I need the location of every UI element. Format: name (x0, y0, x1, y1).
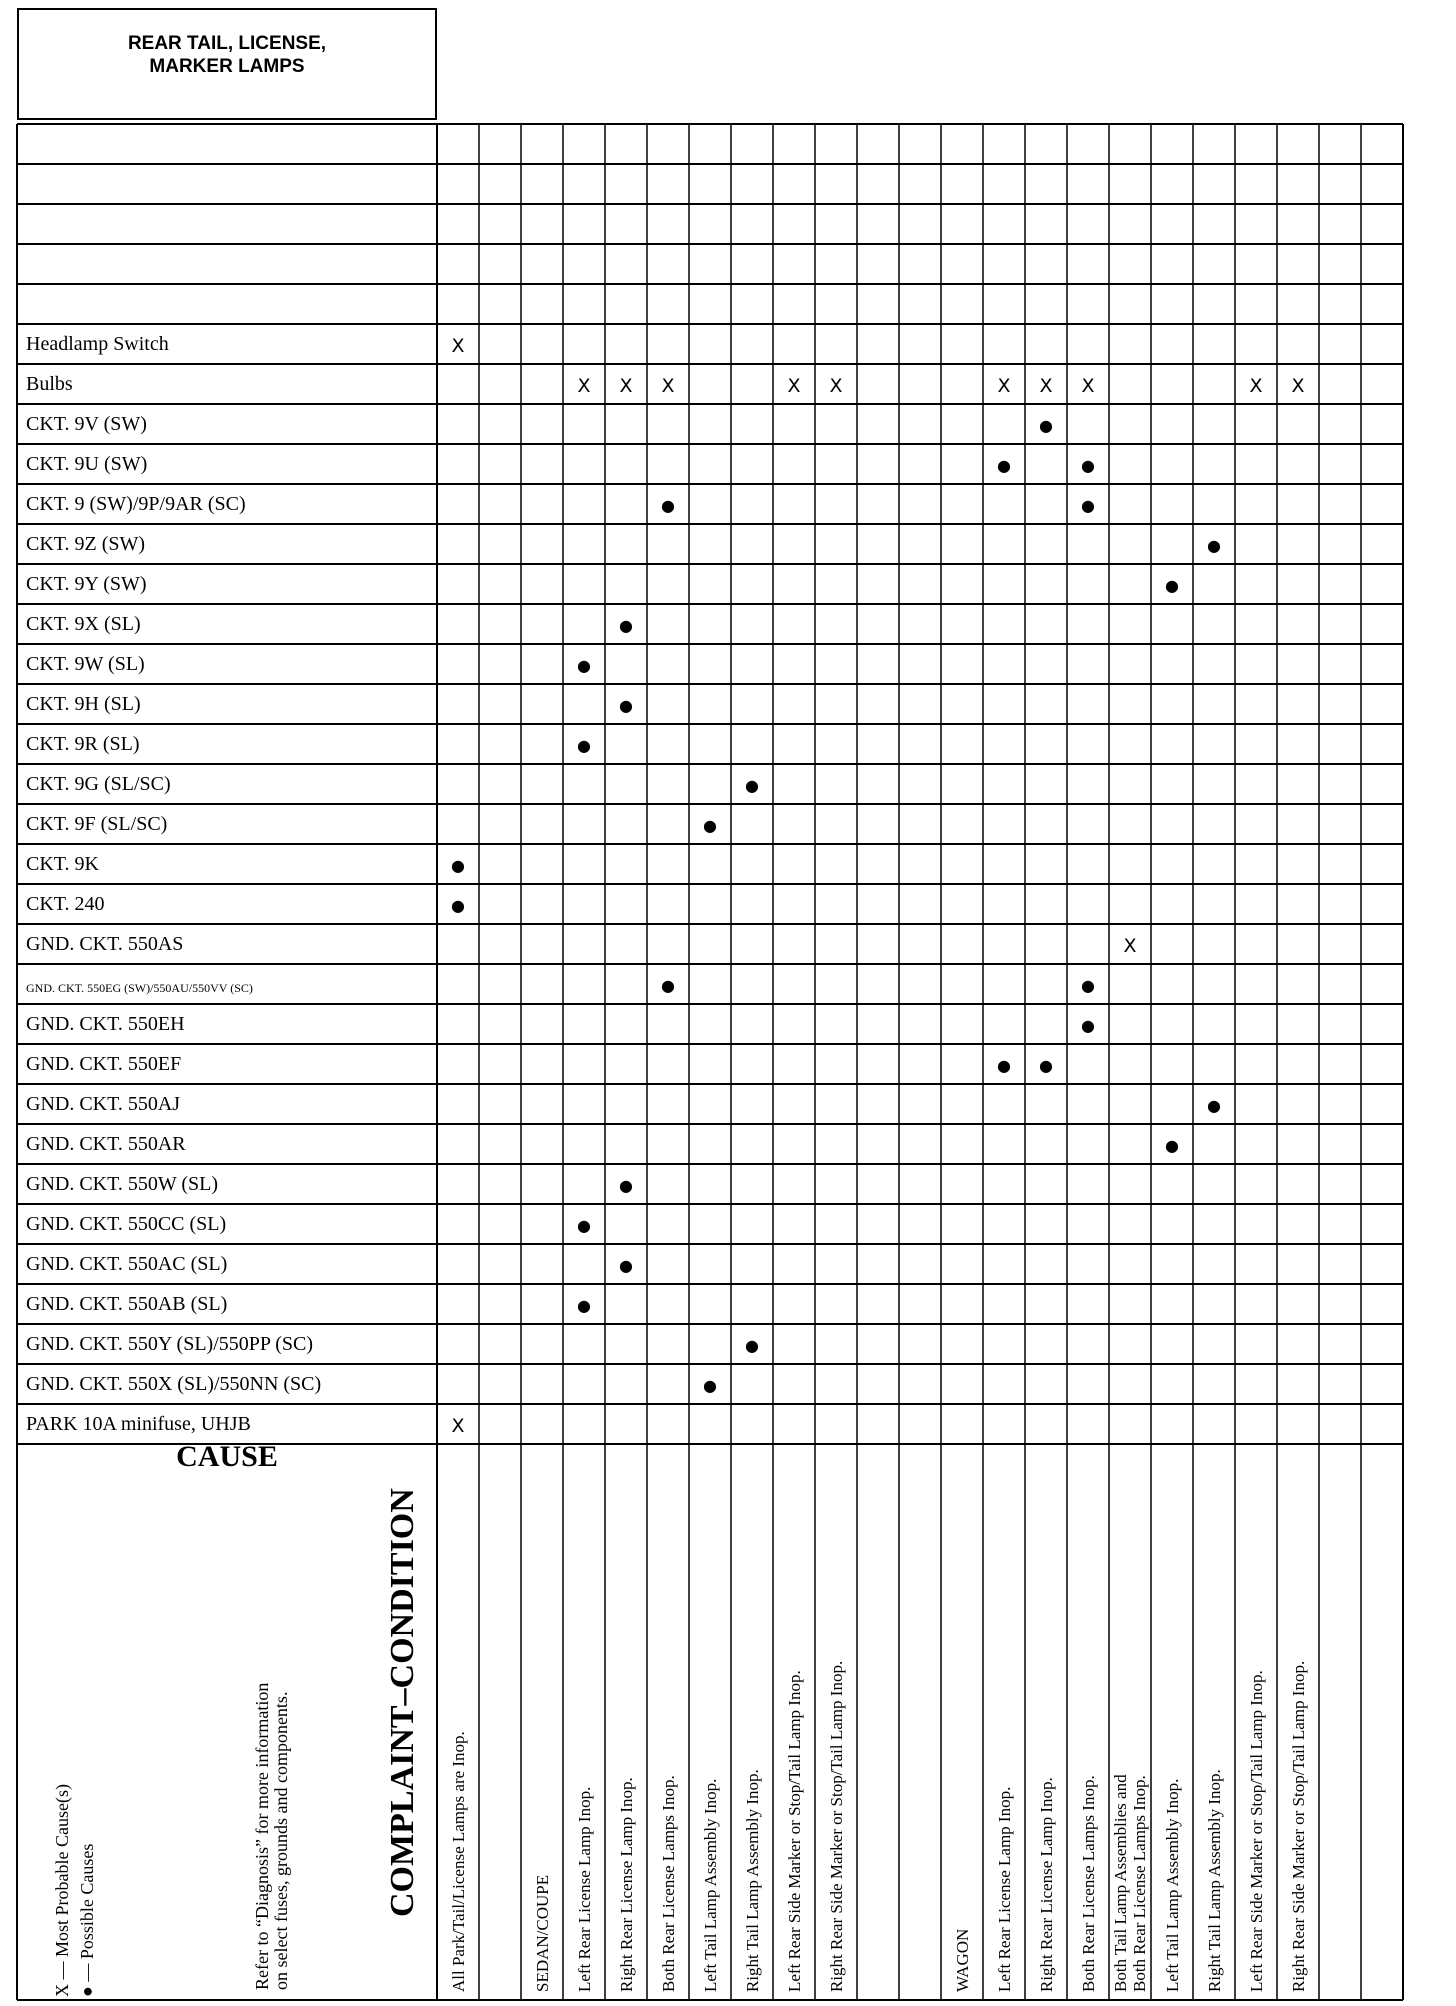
possible-cause-mark: ● (1207, 536, 1221, 555)
most-probable-cause-mark: X (661, 375, 675, 397)
most-probable-cause-mark: X (1081, 375, 1095, 397)
cause-row-label: Headlamp Switch (26, 333, 169, 355)
possible-cause-mark: ● (1081, 1016, 1095, 1035)
possible-cause-mark: ● (661, 496, 675, 515)
complaint-column-label: Both Rear License Lamps Inop. (1078, 1775, 1098, 1992)
cause-row-label: GND. CKT. 550AJ (26, 1093, 181, 1115)
possible-cause-mark: ● (619, 1256, 633, 1275)
complaint-column-label: Left Rear License Lamp Inop. (574, 1786, 594, 1992)
complaint-column-label: Left Rear Side Marker or Stop/Tail Lamp Inop. (1246, 1670, 1266, 1992)
possible-cause-mark: ● (1165, 1136, 1179, 1155)
cause-row-label: CKT. 9U (SW) (26, 453, 148, 475)
most-probable-cause-mark: X (451, 1415, 465, 1437)
cause-row-label: CKT. 9 (SW)/9P/9AR (SC) (26, 493, 246, 515)
most-probable-cause-mark: X (997, 375, 1011, 397)
complaint-column-label: Right Rear Side Marker or Stop/Tail Lamp Inop. (826, 1660, 846, 1992)
possible-cause-mark: ● (745, 776, 759, 795)
cause-row-label: CKT. 9W (SL) (26, 653, 145, 675)
complaint-column-label: Right Rear License Lamp Inop. (1036, 1777, 1056, 1992)
cause-row-label: GND. CKT. 550EH (26, 1013, 185, 1035)
possible-cause-mark: ● (1039, 1056, 1053, 1075)
possible-cause-mark: ● (619, 1176, 633, 1195)
complaint-column-label: WAGON (952, 1928, 972, 1992)
cause-row-label: PARK 10A minifuse, UHJB (26, 1413, 251, 1435)
possible-cause-mark: ● (703, 1376, 717, 1395)
cause-row-label: CKT. 9H (SL) (26, 693, 141, 715)
legend-possible: ● — Possible Causes (77, 1843, 97, 1997)
most-probable-cause-mark: X (451, 335, 465, 357)
complaint-column-label: Right Rear Side Marker or Stop/Tail Lamp Inop. (1288, 1660, 1308, 1992)
complaint-column-label: Left Tail Lamp Assembly Inop. (700, 1778, 720, 1992)
diagnosis-note: Refer to “Diagnosis” for more information on select fuses, grounds and components. (252, 1682, 291, 1990)
most-probable-cause-mark: X (1291, 375, 1305, 397)
cause-row-label: CKT. 240 (26, 893, 105, 915)
possible-cause-mark: ● (1081, 456, 1095, 475)
possible-cause-mark: ● (619, 696, 633, 715)
complaint-column-label: Both Tail Lamp Assemblies and Both Rear License Lamps Inop. (1111, 1774, 1149, 1992)
cause-row-label: GND. CKT. 550AS (26, 933, 184, 955)
cause-row-label: GND. CKT. 550AC (SL) (26, 1253, 228, 1275)
cause-row-label: CKT. 9R (SL) (26, 733, 140, 755)
most-probable-cause-mark: X (1123, 935, 1137, 957)
possible-cause-mark: ● (1081, 976, 1095, 995)
cause-row-label: CKT. 9Z (SW) (26, 533, 146, 555)
cause-row-label: CKT. 9Y (SW) (26, 573, 147, 595)
possible-cause-mark: ● (745, 1336, 759, 1355)
most-probable-cause-mark: X (619, 375, 633, 397)
cause-heading: CAUSE (176, 1440, 278, 1473)
possible-cause-mark: ● (577, 736, 591, 755)
most-probable-cause-mark: X (1039, 375, 1053, 397)
possible-cause-mark: ● (1081, 496, 1095, 515)
cause-row-label: GND. CKT. 550AB (SL) (26, 1293, 228, 1315)
possible-cause-mark: ● (1207, 1096, 1221, 1115)
possible-cause-mark: ● (703, 816, 717, 835)
possible-cause-mark: ● (577, 1216, 591, 1235)
cause-row-label: GND. CKT. 550CC (SL) (26, 1213, 227, 1235)
cause-row-label: GND. CKT. 550X (SL)/550NN (SC) (26, 1373, 322, 1395)
complaint-condition-heading: COMPLAINT–CONDITION (384, 1488, 421, 1917)
most-probable-cause-mark: X (577, 375, 591, 397)
cause-row-label: CKT. 9V (SW) (26, 413, 147, 435)
possible-cause-mark: ● (451, 896, 465, 915)
complaint-column-label: Left Rear License Lamp Inop. (994, 1786, 1014, 1992)
complaint-column-label: Right Rear License Lamp Inop. (616, 1777, 636, 1992)
possible-cause-mark: ● (997, 456, 1011, 475)
chart-title: REAR TAIL, LICENSE, MARKER LAMPS (127, 33, 327, 77)
cause-row-label: CKT. 9K (26, 853, 99, 875)
possible-cause-mark: ● (661, 976, 675, 995)
complaint-column-label: Left Tail Lamp Assembly Inop. (1162, 1778, 1182, 1992)
cause-row-label: GND. CKT. 550Y (SL)/550PP (SC) (26, 1333, 314, 1355)
cause-row-label: GND. CKT. 550EF (26, 1053, 182, 1075)
cause-row-label: CKT. 9F (SL/SC) (26, 813, 168, 835)
most-probable-cause-mark: X (829, 375, 843, 397)
most-probable-cause-mark: X (1249, 375, 1263, 397)
cause-row-label: Bulbs (26, 373, 73, 395)
possible-cause-mark: ● (577, 1296, 591, 1315)
cause-row-label: GND. CKT. 550AR (26, 1133, 186, 1155)
cause-row-label: CKT. 9X (SL) (26, 613, 141, 635)
complaint-column-label: All Park/Tail/License Lamps are Inop. (448, 1731, 468, 1992)
possible-cause-mark: ● (619, 616, 633, 635)
possible-cause-mark: ● (1165, 576, 1179, 595)
possible-cause-mark: ● (577, 656, 591, 675)
most-probable-cause-mark: X (787, 375, 801, 397)
complaint-column-label: SEDAN/COUPE (532, 1874, 552, 1992)
legend-most-probable: X — Most Probable Cause(s) (52, 1784, 72, 1997)
complaint-column-label: Both Rear License Lamps Inop. (658, 1775, 678, 1992)
complaint-column-label: Right Tail Lamp Assembly Inop. (742, 1769, 762, 1992)
complaint-column-label: Right Tail Lamp Assembly Inop. (1204, 1769, 1224, 1992)
possible-cause-mark: ● (1039, 416, 1053, 435)
possible-cause-mark: ● (451, 856, 465, 875)
cause-row-label: GND. CKT. 550EG (SW)/550AU/550VV (SC) (26, 981, 253, 995)
cause-row-label: GND. CKT. 550W (SL) (26, 1173, 219, 1195)
cause-row-label: CKT. 9G (SL/SC) (26, 773, 171, 795)
possible-cause-mark: ● (997, 1056, 1011, 1075)
complaint-column-label: Left Rear Side Marker or Stop/Tail Lamp Inop. (784, 1670, 804, 1992)
